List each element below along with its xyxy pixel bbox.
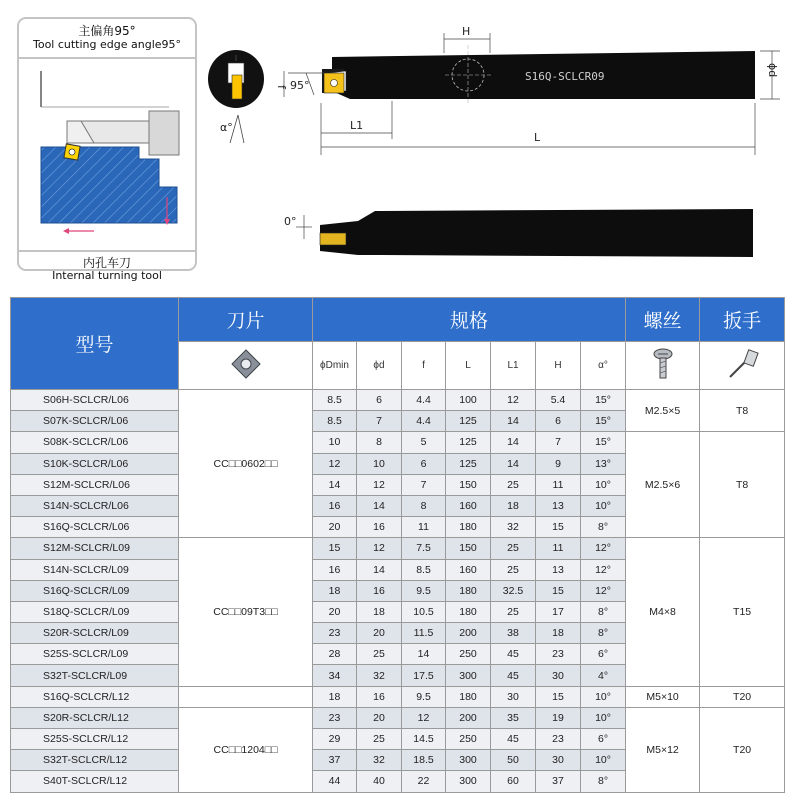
spec-value-cell: 10° bbox=[581, 707, 626, 728]
model-cell: S32T-SCLCR/L12 bbox=[11, 750, 179, 771]
spec-value-cell: 14 bbox=[491, 432, 536, 453]
spec-value-cell: 9.5 bbox=[402, 580, 446, 601]
spec-value-cell: 180 bbox=[446, 517, 491, 538]
spec-value-cell: 30 bbox=[536, 750, 581, 771]
table-row bbox=[11, 686, 785, 707]
screw-cell: M5×10 bbox=[626, 686, 700, 707]
spec-value-cell: 300 bbox=[446, 750, 491, 771]
dim-L-label: L bbox=[534, 131, 541, 144]
spec-value-cell: 14.5 bbox=[402, 729, 446, 750]
insert-cell bbox=[179, 686, 313, 707]
spec-value-cell: 8° bbox=[581, 623, 626, 644]
spec-value-cell: 45 bbox=[491, 729, 536, 750]
dim-H-label: H bbox=[462, 25, 471, 38]
spec-value-cell: 180 bbox=[446, 580, 491, 601]
tool-angle-card bbox=[17, 17, 197, 282]
spec-value-cell: 60 bbox=[491, 771, 536, 792]
card-title-en: Tool cutting edge angle95° bbox=[32, 38, 182, 51]
spec-value-cell: 19 bbox=[536, 707, 581, 728]
dim-f-label: f bbox=[275, 85, 288, 89]
tool-side-view bbox=[284, 209, 753, 257]
spec-value-cell: 8° bbox=[581, 601, 626, 622]
spec-value-cell: 8.5 bbox=[402, 559, 446, 580]
insert-cell: CC□□0602□□ bbox=[179, 390, 313, 538]
insert-cell: CC□□09T3□□ bbox=[179, 538, 313, 686]
spec-value-cell: 10° bbox=[581, 686, 626, 707]
spec-value-cell: 160 bbox=[446, 559, 491, 580]
spec-value-cell: 25 bbox=[491, 538, 536, 559]
spec-value-cell: 15° bbox=[581, 411, 626, 432]
spec-value-cell: 10° bbox=[581, 750, 626, 771]
workpiece-shape bbox=[41, 147, 177, 223]
spec-value-cell: 10.5 bbox=[402, 601, 446, 622]
wrench-icon bbox=[722, 347, 762, 381]
spec-value-cell: 12° bbox=[581, 538, 626, 559]
spec-value-cell: 18 bbox=[357, 601, 402, 622]
spec-value-cell: 10 bbox=[357, 453, 402, 474]
screw-cell: M2.5×6 bbox=[626, 432, 700, 538]
spec-value-cell: 7 bbox=[402, 474, 446, 495]
dim-L1-label: L1 bbox=[350, 119, 364, 132]
spec-value-cell: 12 bbox=[402, 707, 446, 728]
spec-value-cell: 13 bbox=[536, 559, 581, 580]
spec-value-cell: 18 bbox=[491, 495, 536, 516]
alpha-angle-callout bbox=[220, 115, 244, 143]
angle-0-label: 0° bbox=[284, 215, 297, 228]
spec-value-cell: 6° bbox=[581, 644, 626, 665]
spec-value-cell: 22 bbox=[402, 771, 446, 792]
spec-value-cell: 8 bbox=[402, 495, 446, 516]
spec-value-cell: 125 bbox=[446, 411, 491, 432]
spec-value-cell: 200 bbox=[446, 707, 491, 728]
spec-value-cell: 35 bbox=[491, 707, 536, 728]
spec-value-cell: 18.5 bbox=[402, 750, 446, 771]
spec-value-cell: 44 bbox=[313, 771, 357, 792]
model-cell: S32T-SCLCR/L09 bbox=[11, 665, 179, 686]
spec-table-body bbox=[11, 390, 785, 793]
spec-value-cell: 14 bbox=[357, 495, 402, 516]
spec-value-cell: 11.5 bbox=[402, 623, 446, 644]
header-screw: 螺丝 bbox=[626, 298, 700, 342]
model-cell: S12M-SCLCR/L09 bbox=[11, 538, 179, 559]
spec-value-cell: 16 bbox=[357, 517, 402, 538]
wrench-cell: T8 bbox=[700, 432, 785, 538]
spec-value-cell: 9 bbox=[536, 453, 581, 474]
model-cell: S40T-SCLCR/L12 bbox=[11, 771, 179, 792]
spec-value-cell: 125 bbox=[446, 453, 491, 474]
spec-value-cell: 100 bbox=[446, 390, 491, 411]
card-footer-cn: 内孔车刀 bbox=[82, 256, 131, 270]
col-L: L bbox=[446, 342, 491, 390]
spec-value-cell: 5 bbox=[402, 432, 446, 453]
spec-value-cell: 15 bbox=[536, 517, 581, 538]
table-row bbox=[11, 538, 785, 559]
spec-value-cell: 9.5 bbox=[402, 686, 446, 707]
wrench-cell: T15 bbox=[700, 538, 785, 686]
spec-value-cell: 11 bbox=[402, 517, 446, 538]
spec-value-cell: 23 bbox=[313, 707, 357, 728]
col-dmin: ϕDmin bbox=[313, 342, 357, 390]
spec-value-cell: 8.5 bbox=[313, 411, 357, 432]
spec-value-cell: 4.4 bbox=[402, 411, 446, 432]
spec-value-cell: 4° bbox=[581, 665, 626, 686]
model-cell: S10K-SCLCR/L06 bbox=[11, 453, 179, 474]
model-cell: S25S-SCLCR/L09 bbox=[11, 644, 179, 665]
spec-value-cell: 29 bbox=[313, 729, 357, 750]
header-wrench: 扳手 bbox=[700, 298, 785, 342]
spec-value-cell: 6° bbox=[581, 729, 626, 750]
spec-table bbox=[10, 297, 785, 793]
spec-value-cell: 16 bbox=[357, 686, 402, 707]
spec-value-cell: 125 bbox=[446, 432, 491, 453]
model-cell: S16Q-SCLCR/L06 bbox=[11, 517, 179, 538]
tool-drawing-area bbox=[200, 15, 800, 275]
spec-value-cell: 15° bbox=[581, 390, 626, 411]
spec-value-cell: 30 bbox=[536, 665, 581, 686]
spec-value-cell: 8° bbox=[581, 517, 626, 538]
spec-value-cell: 40 bbox=[357, 771, 402, 792]
insert-cell: CC□□1204□□ bbox=[179, 707, 313, 792]
spec-value-cell: 16 bbox=[313, 495, 357, 516]
spec-value-cell: 45 bbox=[491, 665, 536, 686]
spec-value-cell: 6 bbox=[357, 390, 402, 411]
card-footer-en: Internal turning tool bbox=[52, 269, 162, 282]
spec-value-cell: 37 bbox=[536, 771, 581, 792]
col-f: f bbox=[402, 342, 446, 390]
spec-value-cell: 16 bbox=[357, 580, 402, 601]
spec-value-cell: 250 bbox=[446, 729, 491, 750]
screw-cell: M2.5×5 bbox=[626, 390, 700, 432]
spec-value-cell: 15 bbox=[313, 538, 357, 559]
spec-value-cell: 11 bbox=[536, 474, 581, 495]
col-L1: L1 bbox=[491, 342, 536, 390]
spec-value-cell: 6 bbox=[402, 453, 446, 474]
tool-end-view bbox=[208, 50, 264, 108]
spec-value-cell: 12° bbox=[581, 559, 626, 580]
spec-value-cell: 11 bbox=[536, 538, 581, 559]
spec-value-cell: 25 bbox=[491, 559, 536, 580]
col-d: ϕd bbox=[357, 342, 402, 390]
table-row bbox=[11, 390, 785, 411]
insert-side-icon bbox=[320, 233, 346, 245]
spec-value-cell: 20 bbox=[313, 517, 357, 538]
spec-value-cell: 300 bbox=[446, 771, 491, 792]
spec-value-cell: 5.4 bbox=[536, 390, 581, 411]
spec-value-cell: 180 bbox=[446, 601, 491, 622]
wrench-cell: T20 bbox=[700, 707, 785, 792]
table-row bbox=[11, 432, 785, 453]
angle-95-label: 95° bbox=[290, 79, 310, 92]
tool-top-view bbox=[322, 45, 755, 105]
spec-value-cell: 25 bbox=[357, 729, 402, 750]
feed-arrow-left-icon bbox=[63, 228, 69, 234]
spec-value-cell: 18 bbox=[313, 686, 357, 707]
model-cell: S20R-SCLCR/L09 bbox=[11, 623, 179, 644]
model-cell: S16Q-SCLCR/L12 bbox=[11, 686, 179, 707]
spec-value-cell: 10° bbox=[581, 474, 626, 495]
spec-value-cell: 28 bbox=[313, 644, 357, 665]
model-cell: S25S-SCLCR/L12 bbox=[11, 729, 179, 750]
model-cell: S16Q-SCLCR/L09 bbox=[11, 580, 179, 601]
spec-value-cell: 12 bbox=[491, 390, 536, 411]
spec-value-cell: 150 bbox=[446, 538, 491, 559]
wrench-image-cell bbox=[700, 342, 785, 390]
spec-value-cell: 300 bbox=[446, 665, 491, 686]
spec-value-cell: 4.4 bbox=[402, 390, 446, 411]
spec-value-cell: 32 bbox=[491, 517, 536, 538]
spec-value-cell: 12 bbox=[357, 474, 402, 495]
table-row bbox=[11, 707, 785, 728]
spec-value-cell: 13° bbox=[581, 453, 626, 474]
screw-image-cell bbox=[626, 342, 700, 390]
model-cell: S12M-SCLCR/L06 bbox=[11, 474, 179, 495]
spec-value-cell: 23 bbox=[536, 644, 581, 665]
header-insert: 刀片 bbox=[179, 298, 313, 342]
spec-value-cell: 160 bbox=[446, 495, 491, 516]
spec-value-cell: 7.5 bbox=[402, 538, 446, 559]
spec-value-cell: 20 bbox=[357, 707, 402, 728]
insert-icon bbox=[222, 346, 270, 382]
shank-marking: S16Q-SCLCR09 bbox=[525, 70, 605, 83]
spec-value-cell: 45 bbox=[491, 644, 536, 665]
dim-phi-d-label: ϕd bbox=[766, 63, 779, 78]
spec-value-cell: 8 bbox=[357, 432, 402, 453]
spec-value-cell: 20 bbox=[357, 623, 402, 644]
spec-value-cell: 32 bbox=[357, 750, 402, 771]
insert-image-cell bbox=[179, 342, 313, 390]
spec-value-cell: 18 bbox=[536, 623, 581, 644]
spec-value-cell: 14 bbox=[491, 453, 536, 474]
model-cell: S18Q-SCLCR/L09 bbox=[11, 601, 179, 622]
spec-value-cell: 14 bbox=[402, 644, 446, 665]
spec-value-cell: 25 bbox=[357, 644, 402, 665]
spec-value-cell: 6 bbox=[536, 411, 581, 432]
spec-value-cell: 14 bbox=[491, 411, 536, 432]
col-alpha: α° bbox=[581, 342, 626, 390]
spec-value-cell: 15 bbox=[536, 580, 581, 601]
spec-value-cell: 25 bbox=[491, 474, 536, 495]
spec-value-cell: 25 bbox=[491, 601, 536, 622]
spec-value-cell: 15° bbox=[581, 432, 626, 453]
spec-value-cell: 8° bbox=[581, 771, 626, 792]
spec-value-cell: 12 bbox=[313, 453, 357, 474]
boring-diagram-svg bbox=[19, 59, 195, 254]
screw-cell: M5×12 bbox=[626, 707, 700, 792]
model-cell: S14N-SCLCR/L09 bbox=[11, 559, 179, 580]
spec-value-cell: 13 bbox=[536, 495, 581, 516]
spec-value-cell: 18 bbox=[313, 580, 357, 601]
alpha-label: α° bbox=[220, 121, 233, 134]
spec-value-cell: 17.5 bbox=[402, 665, 446, 686]
model-cell: S06H-SCLCR/L06 bbox=[11, 390, 179, 411]
spec-value-cell: 150 bbox=[446, 474, 491, 495]
spec-value-cell: 12° bbox=[581, 580, 626, 601]
wrench-cell: T20 bbox=[700, 686, 785, 707]
spec-value-cell: 32.5 bbox=[491, 580, 536, 601]
spec-value-cell: 34 bbox=[313, 665, 357, 686]
spec-value-cell: 14 bbox=[357, 559, 402, 580]
spec-value-cell: 10 bbox=[313, 432, 357, 453]
col-H: H bbox=[536, 342, 581, 390]
spec-value-cell: 7 bbox=[357, 411, 402, 432]
card-title-cn: 主偏角95° bbox=[78, 24, 136, 38]
spec-value-cell: 32 bbox=[357, 665, 402, 686]
spec-value-cell: 15 bbox=[536, 686, 581, 707]
spec-value-cell: 12 bbox=[357, 538, 402, 559]
spec-value-cell: 37 bbox=[313, 750, 357, 771]
spec-value-cell: 16 bbox=[313, 559, 357, 580]
spec-value-cell: 7 bbox=[536, 432, 581, 453]
screw-cell: M4×8 bbox=[626, 538, 700, 686]
model-cell: S07K-SCLCR/L06 bbox=[11, 411, 179, 432]
tool-drawing-svg bbox=[200, 15, 800, 275]
spec-value-cell: 180 bbox=[446, 686, 491, 707]
screw-icon bbox=[648, 347, 678, 381]
spec-value-cell: 23 bbox=[313, 623, 357, 644]
spec-value-cell: 17 bbox=[536, 601, 581, 622]
spec-value-cell: 200 bbox=[446, 623, 491, 644]
spec-value-cell: 14 bbox=[313, 474, 357, 495]
spec-value-cell: 23 bbox=[536, 729, 581, 750]
spec-value-cell: 50 bbox=[491, 750, 536, 771]
spec-value-cell: 250 bbox=[446, 644, 491, 665]
wrench-cell: T8 bbox=[700, 390, 785, 432]
model-cell: S08K-SCLCR/L06 bbox=[11, 432, 179, 453]
model-cell: S14N-SCLCR/L06 bbox=[11, 495, 179, 516]
spec-value-cell: 10° bbox=[581, 495, 626, 516]
spec-value-cell: 8.5 bbox=[313, 390, 357, 411]
spec-value-cell: 30 bbox=[491, 686, 536, 707]
spec-value-cell: 38 bbox=[491, 623, 536, 644]
header-model: 型号 bbox=[11, 298, 179, 390]
boring-diagram bbox=[19, 57, 195, 252]
header-spec: 规格 bbox=[313, 298, 626, 342]
spec-value-cell: 20 bbox=[313, 601, 357, 622]
model-cell: S20R-SCLCR/L12 bbox=[11, 707, 179, 728]
